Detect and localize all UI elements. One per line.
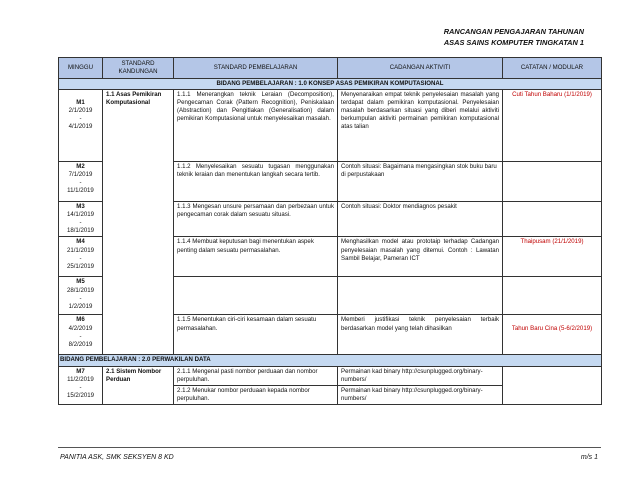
section-title: BIDANG PEMBELAJARAN : 2.0 PERWAKILAN DATA (59, 355, 602, 366)
week-to: 4/1/2019 (68, 123, 93, 131)
week-cell (59, 315, 103, 355)
week-label: M5 (76, 278, 85, 286)
week-to: 18/1/2019 (66, 227, 95, 235)
table-row (59, 90, 602, 162)
activity-cell: Menghasilkan model atau prototaip terhadap Cadangan penyelesaian masalah yang ditemui. Contoh : Lawatan Sambil Belajar, Pameran ICT (338, 237, 503, 277)
week-label: M3 (76, 203, 85, 211)
sp-cell (174, 277, 338, 315)
week-cell (59, 162, 103, 202)
week-cell (59, 366, 103, 404)
week-cell (59, 202, 103, 237)
week-sep: - (79, 219, 82, 227)
week-label: M4 (76, 238, 85, 246)
week-label: M2 (76, 163, 85, 171)
week-sep: - (79, 332, 82, 340)
sp-cell: 1.1.4 Membuat keputusan bagi menentukan aspek penting dalam sesuatu permasalahan. (174, 237, 338, 277)
week-from: 7/1/2019 (68, 171, 93, 179)
section-band-2 (59, 355, 602, 366)
week-to: 15/2/2019 (66, 391, 95, 399)
week-to: 11/1/2019 (67, 187, 94, 195)
week-from: 4/2/2019 (68, 324, 93, 332)
week-from: 28/1/2019 (66, 286, 95, 294)
sk-number: 1.1 (106, 91, 115, 99)
sk-number: 2.1 (106, 367, 115, 375)
note-text: Tahun Baru Cina (5-6/2/2019) (511, 324, 593, 332)
note-cell (503, 366, 602, 404)
week-from: 21/1/2019 (66, 246, 95, 254)
activity-cell: Permainan kad binary http://csunplugged.org/binary-numbers/ (338, 366, 503, 385)
sp-cell: 1.1.1 Menerangkan teknik Leraian (Decomposition), Pengecaman Corak (Pattern Recognition), Peniskalaan (Abstraction) dan Pengitlakan (Generalisation) dalam pemikiran Komputasional untuk menyelesaikan masalah. (174, 90, 338, 162)
week-sep: - (79, 294, 82, 302)
sk-title: Sistem Nombor Perduan (106, 367, 162, 383)
week-label: M7 (76, 367, 85, 375)
note-cell (503, 315, 602, 355)
note-cell: Cuti Tahun Baharu (1/1/2019) (503, 90, 602, 162)
week-from: 2/1/2019 (68, 107, 93, 115)
col-header-catatan: CATATAN / MODULAR (503, 58, 602, 79)
document-title: RANCANGAN PENGAJARAN TAHUNAN (443, 27, 584, 36)
page-number: m/s 1 (580, 454, 598, 461)
activity-cell: Permainan kad binary http://csunplugged.org/binary-numbers/ (338, 385, 503, 404)
week-sep: - (79, 383, 82, 391)
document-subtitle: ASAS SAINS KOMPUTER TINGKATAN 1 (443, 38, 584, 47)
week-sep: - (79, 115, 82, 123)
sp-cell: 1.1.2 Menyelesaikan sesuatu tugasan menggunakan teknik leraian dan menentukan langkah secara tertib. (174, 162, 338, 202)
note-cell (503, 277, 602, 315)
week-cell (59, 90, 103, 162)
note-cell: Thaipusam (21/1/2019) (503, 237, 602, 277)
sp-cell: 2.1.2 Menukar nombor perduaan kepada nombor perpuluhan. (174, 385, 338, 404)
rpt-table (58, 57, 602, 405)
sk-title: Asas Pemikiran Komputasional (106, 91, 162, 107)
sp-cell: 2.1.1 Mengenal pasti nombor perduaan dan nombor perpuluhan. (174, 366, 338, 385)
footer-divider (58, 447, 601, 448)
col-header-standard-kandungan: STANDARD KANDUNGAN (103, 58, 174, 79)
activity-cell: Memberi justifikasi teknik penyelesaian terbaik berdasarkan model yang telah dihasilkan (338, 315, 503, 355)
week-cell (59, 277, 103, 315)
standard-kandungan-cell (103, 366, 174, 404)
sp-cell: 1.1.3 Mengesan unsure persamaan dan perbezaan untuk pengecaman corak dalam sesuatu situasi. (174, 202, 338, 237)
week-from: 11/2/2019 (67, 375, 94, 383)
week-to: 8/2/2019 (68, 340, 93, 348)
table-row (59, 366, 602, 385)
week-to: 25/1/2019 (66, 262, 95, 270)
activity-cell: Menyenaraikan empat teknik penyelesaian masalah yang terdapat dalam pemikiran komputasional. Penyelesaian masalah berdasarkan situasi yang diberi melalui aktiviti berkumpulan aktiviti permainan pemikiran komputasional atas talian (338, 90, 503, 162)
activity-cell: Contoh situasi: Bagaimana mengasingkan stok buku baru di perpustakaan (338, 162, 503, 202)
activity-cell (338, 277, 503, 315)
section-title: BIDANG PEMBELAJARAN : 1.0 KONSEP ASAS PEMIKIRAN KOMPUTASIONAL (59, 79, 602, 90)
week-sep: - (79, 254, 82, 262)
col-header-minggu: MINGGU (59, 58, 103, 79)
note-cell (503, 162, 602, 202)
footer-left: PANITIA ASK, SMK SEKSYEN 8 KD (60, 454, 174, 461)
week-from: 14/1/2019 (66, 211, 95, 219)
week-sep: - (79, 179, 82, 187)
standard-kandungan-cell (103, 90, 174, 355)
col-header-standard-pembelajaran: STANDARD PEMBELAJARAN (174, 58, 338, 79)
week-label: M6 (76, 316, 85, 324)
week-to: 1/2/2019 (68, 302, 93, 310)
activity-cell: Contoh situasi: Doktor mendiagnos pesakit (338, 202, 503, 237)
table-header-row (59, 58, 602, 79)
col-header-cadangan-aktiviti: CADANGAN AKTIVITI (338, 58, 503, 79)
week-cell (59, 237, 103, 277)
note-cell (503, 202, 602, 237)
week-label: M1 (76, 99, 85, 107)
sp-cell: 1.1.5 Menentukan ciri-ciri kesamaan dalam sesuatu permasalahan. (174, 315, 338, 355)
section-band-1 (59, 79, 602, 90)
